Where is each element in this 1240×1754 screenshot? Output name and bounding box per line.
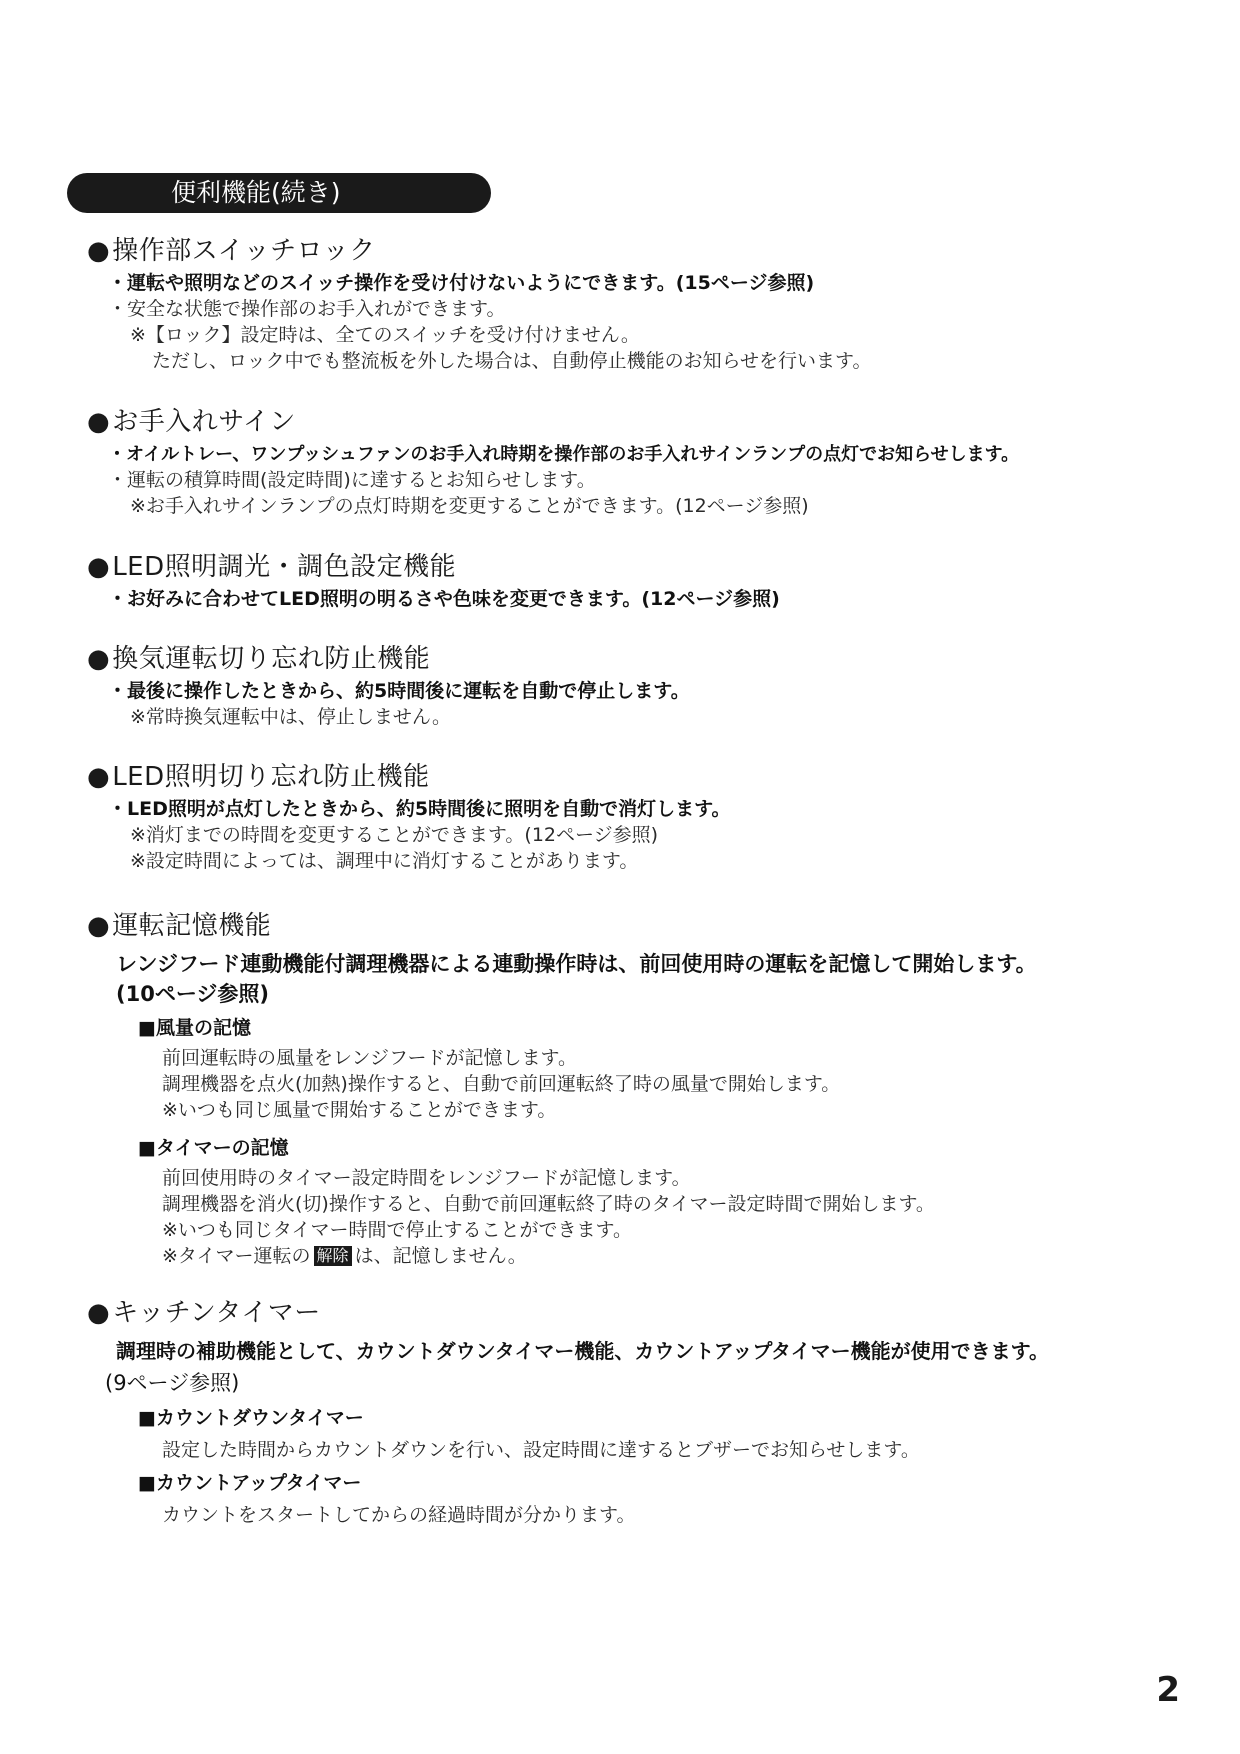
text-line: 前回運転時の風量をレンジフードが記憶します。	[162, 1047, 577, 1069]
subheading-countup-timer: ■カウントアップタイマー	[138, 1472, 362, 1494]
page-number: 2	[1156, 1670, 1180, 1710]
bullet-dot-icon: ●	[87, 1298, 111, 1328]
text-line: ・オイルトレー、ワンプッシュファンのお手入れ時期を操作部のお手入れサインランプの点灯でお知らせします。	[108, 444, 1020, 465]
text-line: ただし、ロック中でも整流板を外した場合は、自動停止機能のお知らせを行います。	[152, 350, 872, 372]
text-line: ※常時換気運転中は、停止しません。	[130, 706, 452, 728]
text-line: 前回使用時のタイマー設定時間をレンジフードが記憶します。	[162, 1167, 691, 1189]
subheading-airflow-memory: ■風量の記憶	[138, 1017, 251, 1039]
text-line: ※いつも同じタイマー時間で停止することができます。	[162, 1219, 633, 1241]
text-line: ・最後に操作したときから、約5時間後に運転を自動で停止します。	[108, 680, 690, 702]
heading-led-auto-off: ●LED照明切り忘れ防止機能	[87, 762, 430, 792]
text-line: (9ページ参照)	[105, 1371, 240, 1395]
text-line: ・運転や照明などのスイッチ操作を受け付けないようにできます。(15ページ参照)	[108, 272, 815, 294]
text-line: ・運転の積算時間(設定時間)に達するとお知らせします。	[108, 469, 596, 491]
bullet-dot-icon: ●	[87, 236, 111, 266]
bullet-dot-icon: ●	[87, 762, 111, 792]
text-line: ※設定時間によっては、調理中に消灯することがあります。	[130, 850, 639, 872]
text-line: ※【ロック】設定時は、全てのスイッチを受け付けません。	[130, 324, 640, 346]
text-line: 調理機器を消火(切)操作すると、自動で前回運転終了時のタイマー設定時間で開始します。	[162, 1193, 935, 1215]
section-title-banner: 便利機能(続き)	[67, 173, 491, 213]
text-line: ・LED照明が点灯したときから、約5時間後に照明を自動で消灯します。	[108, 798, 731, 820]
text-line: ・安全な状態で操作部のお手入れができます。	[108, 298, 506, 320]
text-line: カウントをスタートしてからの経過時間が分かります。	[162, 1504, 636, 1526]
text-line: ※お手入れサインランプの点灯時期を変更することができます。(12ページ参照)	[130, 495, 809, 517]
text-line: 調理機器を点火(加熱)操作すると、自動で前回運転終了時の風量で開始します。	[162, 1073, 841, 1095]
text-line: ※消灯までの時間を変更することができます。(12ページ参照)	[130, 824, 659, 846]
text-line: ※タイマー運転の 解除 は、記憶しません。	[162, 1245, 527, 1267]
heading-led-dimming: ●LED照明調光・調色設定機能	[87, 552, 457, 582]
text-line: 設定した時間からカウントダウンを行い、設定時間に達するとブザーでお知らせします。	[162, 1439, 920, 1461]
heading-switch-lock: ●操作部スイッチロック	[87, 236, 376, 266]
text-line: ※いつも同じ風量で開始することができます。	[162, 1099, 557, 1121]
heading-kitchen-timer: ●キッチンタイマー	[87, 1298, 321, 1328]
bullet-dot-icon: ●	[87, 552, 111, 582]
text-line: 調理時の補助機能として、カウントダウンタイマー機能、カウントアップタイマー機能が使用できます。	[116, 1339, 1049, 1363]
heading-operation-memory: ●運転記憶機能	[87, 911, 272, 941]
heading-care-sign: ●お手入れサイン	[87, 407, 296, 437]
bullet-dot-icon: ●	[87, 407, 111, 437]
release-button-label: 解除	[314, 1246, 352, 1266]
subheading-timer-memory: ■タイマーの記憶	[138, 1137, 289, 1159]
text-line: (10ページ参照)	[116, 982, 269, 1006]
text-line: レンジフード連動機能付調理機器による連動操作時は、前回使用時の運転を記憶して開始します。	[116, 952, 1037, 976]
heading-vent-auto-off: ●換気運転切り忘れ防止機能	[87, 644, 431, 674]
bullet-dot-icon: ●	[87, 911, 111, 941]
bullet-dot-icon: ●	[87, 644, 111, 674]
subheading-countdown-timer: ■カウントダウンタイマー	[138, 1407, 364, 1429]
text-line: ・お好みに合わせてLED照明の明るさや色味を変更できます。(12ページ参照)	[108, 588, 780, 610]
